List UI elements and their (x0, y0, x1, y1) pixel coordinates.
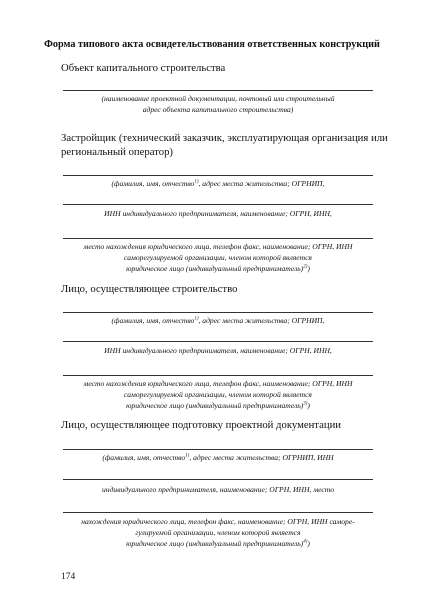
object-heading: Объект капитального строительства (61, 62, 226, 74)
developer-field-line-1 (63, 175, 373, 176)
developer-field-line-2 (63, 204, 373, 205)
builder-caption-3: место нахождения юридического лица, телефон факс, наименование; ОГРН, ИНН саморегулируемой организации, членом которой является юридическое лицо (индивидуальный предприниматель)$^{3)}$) (83, 379, 353, 410)
developer-caption-1: (фамилия, имя, отчество$^{1)}$, адрес места жительства; ОГРНИП, (111, 179, 325, 188)
object-caption (58, 93, 378, 115)
designer-field-line-3 (63, 512, 373, 513)
page-number: 174 (61, 572, 76, 582)
object-field-line (63, 90, 373, 91)
designer-field-line-2 (63, 479, 373, 480)
developer-field-line-3 (63, 238, 373, 239)
object-caption-line-1: (наименование проектной документации, почтовый или строительный (101, 94, 335, 103)
designer-heading: Лицо, осуществляющее подготовку проектной документации (61, 419, 342, 431)
builder-field-line-1 (63, 312, 373, 313)
designer-field-line-1 (63, 449, 373, 450)
designer-caption-1: (фамилия, имя, отчество$^{1)}$, адрес места жительства; ОГРНИП, ИНН (102, 453, 334, 462)
designer-caption-3: нахождения юридического лица, телефон факс, наименование; ОГРН, ИНН саморе- гулируемой организации, членом которой является юридическое лицо (индивидуальный предприниматель)$^{4)}$) (81, 517, 355, 548)
builder-field-line-2 (63, 341, 373, 342)
builder-caption-2: ИНН индивидуального предпринимателя, наименование; ОГРН, ИНН, (104, 346, 332, 355)
document-title: Форма типового акта освидетельствования ответственных конструкций (44, 39, 380, 50)
developer-heading (61, 131, 391, 159)
developer-heading-line-1: Застройщик (технический заказчик, эксплуатирующая организация или (61, 132, 388, 144)
builder-heading: Лицо, осуществляющее строительство (61, 283, 238, 295)
builder-field-line-3 (63, 375, 373, 376)
developer-heading-line-2: региональный оператор) (61, 146, 173, 158)
developer-caption-2: ИНН индивидуального предпринимателя, наименование; ОГРН, ИНН, (104, 209, 332, 218)
developer-caption-3: место нахождения юридического лица, телефон факс, наименование; ОГРН, ИНН саморегулируемой организации, членом которой является юридическое лицо (индивидуальный предприниматель)$^{2)}$) (83, 242, 353, 273)
object-caption-line-2: адрес объекта капитального строительства) (142, 105, 294, 114)
builder-caption-1: (фамилия, имя, отчество$^{1)}$, адрес места жительства; ОГРНИП, (111, 316, 325, 325)
designer-caption-2: индивидуального предпринимателя, наименование; ОГРН, ИНН, место (102, 485, 334, 494)
